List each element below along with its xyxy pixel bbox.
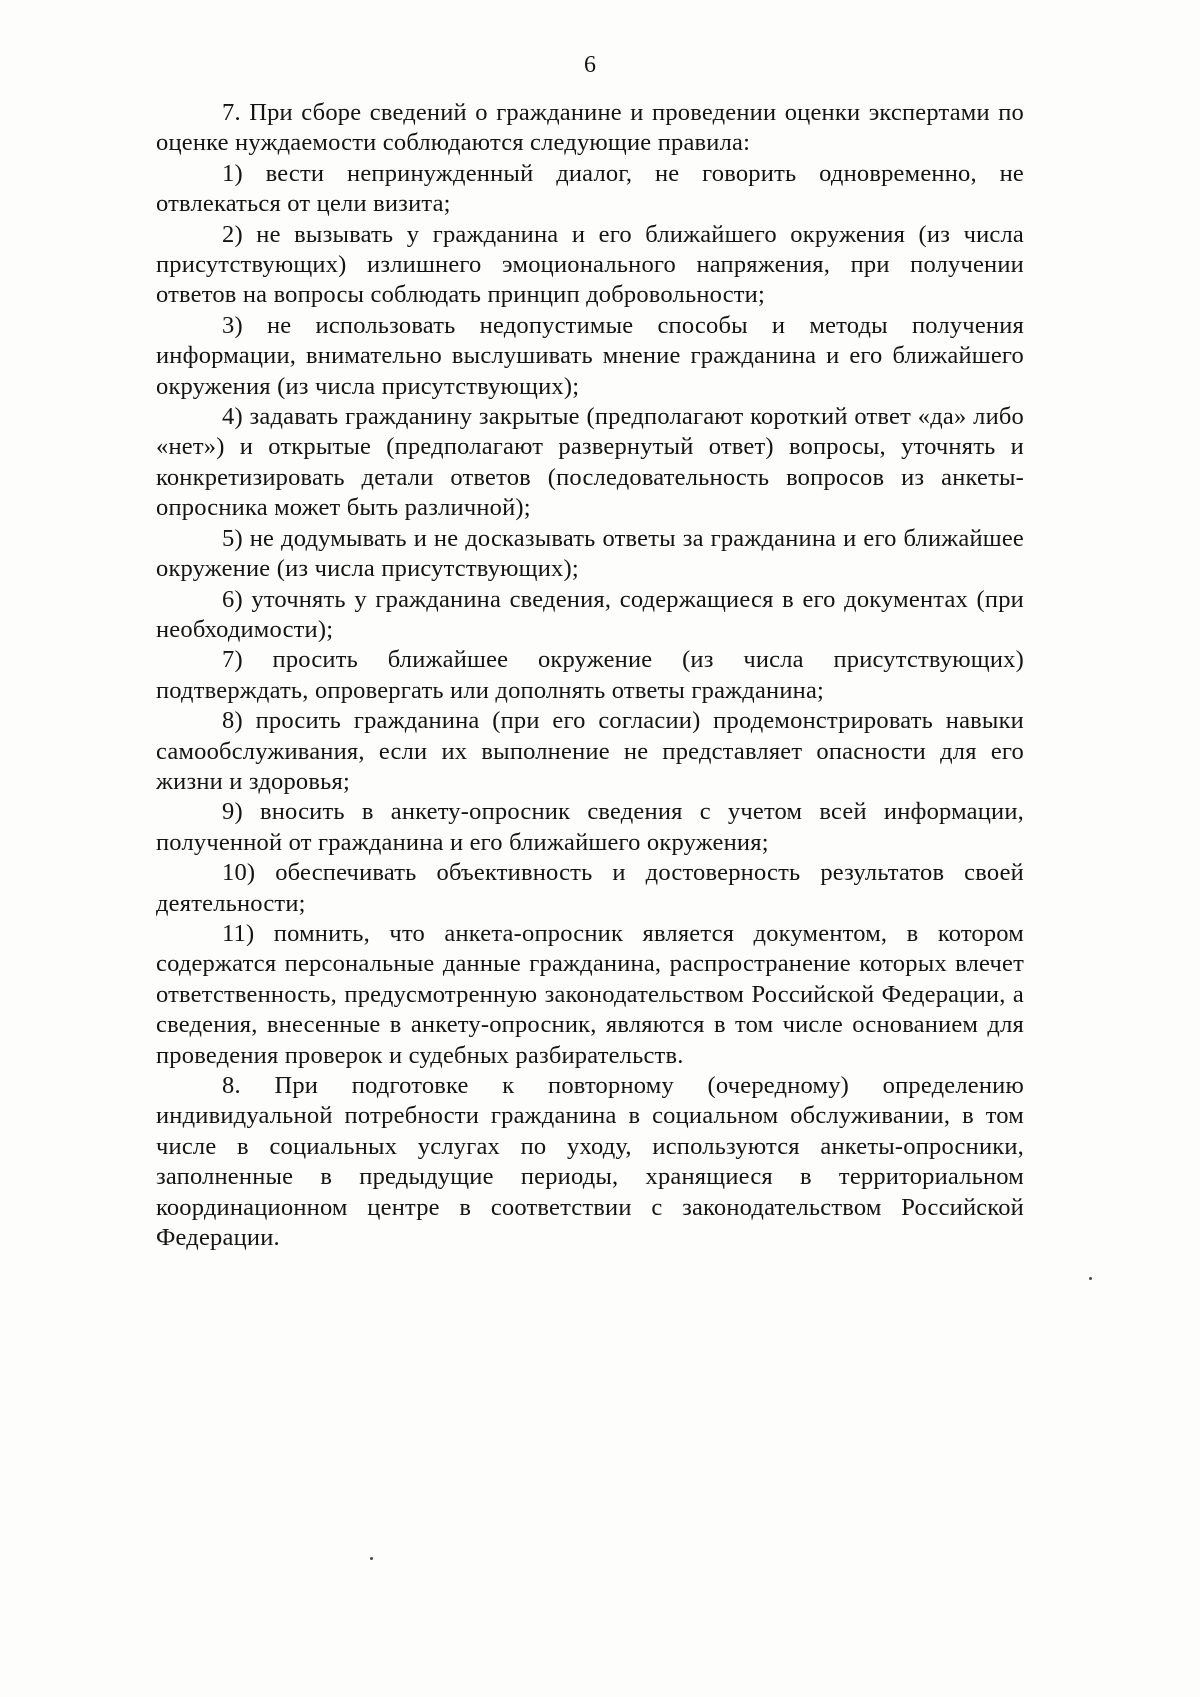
paragraph-7-intro: 7. При сборе сведений о гражданине и проведении оценки экспертами по оценке нуждаемости соблюдаются следующие правила: — [156, 99, 1024, 157]
list-item-1: 1) вести непринужденный диалог, не говорить одновременно, не отвлекаться от цели визита; — [156, 159, 1024, 218]
list-item-9: 9) вносить в анкету-опросник сведения с учетом всей информации, полученной от гражданина и его ближайшего окружения; — [156, 798, 1024, 856]
list-item-4: 4) задавать гражданину закрытые (предполагают короткий ответ «да» либо «нет») и открытые (предполагают развернутый ответ) вопросы, уточнять и конкретизировать детали ответов (последовательность вопросов из анкеты-опросника может быть различной); — [156, 403, 1024, 522]
list-item-10: 10) обеспечивать объективность и достоверность результатов своей деятельности; — [156, 859, 1024, 917]
list-item-6: 6) уточнять у гражданина сведения, содержащиеся в его документах (при необходимости); — [156, 585, 1024, 643]
document-body — [156, 98, 1024, 1253]
list-item-8: 8) просить гражданина (при его согласии) продемонстрировать навыки самообслуживания, если их выполнение не представляет опасности для его жизни и здоровья; — [156, 707, 1024, 795]
scan-speck — [1089, 1277, 1092, 1280]
page-number: 6 — [584, 52, 596, 78]
list-item-5: 5) не додумывать и не досказывать ответы за гражданина и его ближайшее окружение (из числа присутствующих); — [156, 524, 1024, 583]
list-item-7: 7) просить ближайшее окружение (из числа присутствующих) подтверждать, опровергать или дополнять ответы гражданина; — [156, 646, 1024, 704]
list-item-11: 11) помнить, что анкета-опросник является документом, в котором содержатся персональные данные гражданина, распространение которых влечет ответственность, предусмотренную законодательством Российской Федерации, а сведения, внесенные в анкету-опросник, являются в том числе основанием для проведения проверок и судебных разбирательств. — [156, 919, 1024, 1069]
scan-speck — [370, 1557, 373, 1560]
list-item-3: 3) не использовать недопустимые способы и методы получения информации, внимательно выслушивать мнение гражданина и его ближайшего окружения (из числа присутствующих); — [156, 311, 1024, 400]
paragraph-8: 8. При подготовке к повторному (очередному) определению индивидуальной потребности гражданина в социальном обслуживании, в том числе в социальных услугах по уходу, используются анкеты-опросники, заполненные в предыдущие периоды, хранящиеся в территориальном координационном центре в соответствии с законодательством Российской Федерации. — [156, 1072, 1024, 1252]
list-item-2: 2) не вызывать у гражданина и его ближайшего окружения (из числа присутствующих) излишнего эмоционального напряжения, при получении ответов на вопросы соблюдать принцип добровольности; — [156, 220, 1024, 309]
